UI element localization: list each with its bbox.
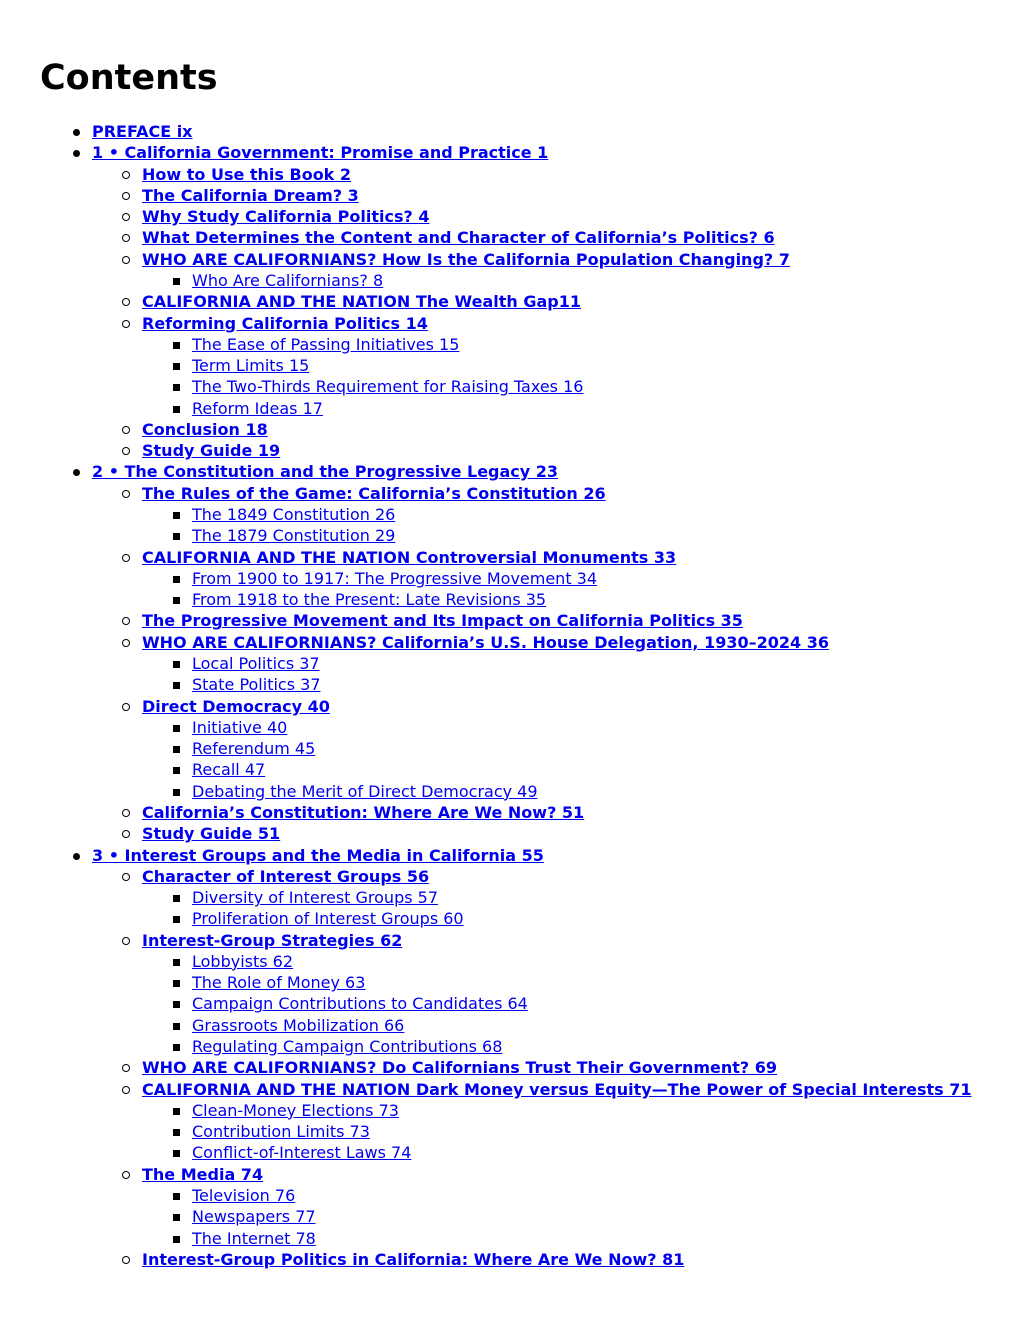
square-bullet-icon <box>173 406 180 413</box>
toc-link[interactable]: Contribution Limits 73 <box>192 1122 370 1142</box>
square-bullet-icon <box>173 597 180 604</box>
toc-link[interactable]: Study Guide 19 <box>142 441 281 461</box>
square-bullet-icon <box>173 746 180 753</box>
toc-entry-level-3 <box>192 951 293 972</box>
toc-entry-level-3 <box>192 908 464 929</box>
circle-bullet-icon <box>122 234 130 242</box>
toc-entry-level-2 <box>142 227 775 248</box>
toc-link[interactable]: Study Guide 51 <box>142 824 281 844</box>
circle-bullet-icon <box>122 617 130 625</box>
toc-entry-level-3 <box>192 398 323 419</box>
toc-link[interactable]: Why Study California Politics? 4 <box>142 207 430 227</box>
toc-entry-level-2 <box>142 1079 972 1100</box>
toc-link[interactable]: WHO ARE CALIFORNIANS? California’s U.S. House Delegation, 1930–2024 36 <box>142 632 829 652</box>
circle-bullet-icon <box>122 426 130 434</box>
circle-bullet-icon <box>122 1256 130 1264</box>
toc-link[interactable]: Campaign Contributions to Candidates 64 <box>192 994 528 1014</box>
square-bullet-icon <box>173 1193 180 1200</box>
toc-entry-level-2 <box>142 440 280 461</box>
toc-entry-level-1 <box>92 142 548 163</box>
square-bullet-icon <box>173 576 180 583</box>
toc-entry-level-3 <box>192 1100 399 1121</box>
square-bullet-icon <box>173 1044 180 1051</box>
toc-link[interactable]: The Progressive Movement and Its Impact on California Politics 35 <box>142 611 743 631</box>
toc-link[interactable]: California’s Constitution: Where Are We Now? 51 <box>142 802 585 822</box>
square-bullet-icon <box>173 789 180 796</box>
toc-entry-level-3 <box>192 759 265 780</box>
toc-link[interactable]: CALIFORNIA AND THE NATION Controversial Monuments 33 <box>142 547 677 567</box>
toc-link[interactable]: Who Are Californians? 8 <box>192 270 384 290</box>
toc-link[interactable]: Conflict-of-Interest Laws 74 <box>192 1143 412 1163</box>
toc-link[interactable]: 2 • The Constitution and the Progressive Legacy 23 <box>92 462 559 482</box>
toc-link[interactable]: The Role of Money 63 <box>192 973 366 993</box>
square-bullet-icon <box>173 512 180 519</box>
toc-entry-level-2 <box>142 206 429 227</box>
square-bullet-icon <box>173 1236 180 1243</box>
toc-entry-level-3 <box>192 781 538 802</box>
toc-entry-level-2 <box>142 823 280 844</box>
toc-link[interactable]: The California Dream? 3 <box>142 185 359 205</box>
toc-entry-level-3 <box>192 674 321 695</box>
toc-link[interactable]: The 1879 Constitution 29 <box>192 526 396 546</box>
circle-bullet-icon <box>122 447 130 455</box>
disc-bullet-icon <box>73 129 80 136</box>
circle-bullet-icon <box>122 1064 130 1072</box>
toc-link[interactable]: Local Politics 37 <box>192 654 320 673</box>
disc-bullet-icon <box>73 469 80 476</box>
toc-link[interactable]: CALIFORNIA AND THE NATION The Wealth Gap11 <box>142 292 582 312</box>
toc-entry-level-3 <box>192 972 365 993</box>
toc-entry-level-2 <box>142 930 402 951</box>
toc-entry-level-2 <box>142 866 429 887</box>
square-bullet-icon <box>173 959 180 966</box>
toc-entry-level-3 <box>192 1015 404 1036</box>
toc-link[interactable]: From 1900 to 1917: The Progressive Movement 34 <box>192 568 598 588</box>
toc-entry-level-3 <box>192 993 528 1014</box>
toc-entry-level-2 <box>142 632 829 653</box>
toc-entry-level-3 <box>192 504 395 525</box>
square-bullet-icon <box>173 1214 180 1221</box>
toc-link[interactable]: Direct Democracy 40 <box>142 696 330 716</box>
square-bullet-icon <box>173 725 180 732</box>
square-bullet-icon <box>173 1023 180 1030</box>
circle-bullet-icon <box>122 298 130 306</box>
square-bullet-icon <box>173 980 180 987</box>
toc-link[interactable]: The Ease of Passing Initiatives 15 <box>192 334 460 354</box>
toc-link[interactable]: The Two-Thirds Requirement for Raising Taxes 16 <box>192 377 584 397</box>
disc-bullet-icon <box>73 150 80 157</box>
toc-entry-level-2 <box>142 249 790 270</box>
square-bullet-icon <box>173 916 180 923</box>
toc-link[interactable]: State Politics 37 <box>192 675 321 695</box>
toc-entry-level-3 <box>192 1228 316 1249</box>
circle-bullet-icon <box>122 873 130 881</box>
toc-entry-level-3 <box>192 1036 502 1057</box>
toc-entry-level-2 <box>142 164 351 185</box>
toc-entry-level-1 <box>92 121 193 142</box>
toc-entry-level-1 <box>92 461 558 482</box>
square-bullet-icon <box>173 1150 180 1157</box>
toc-entry-level-2 <box>142 696 330 717</box>
circle-bullet-icon <box>122 639 130 647</box>
toc-entry-level-2 <box>142 1057 777 1078</box>
toc-link[interactable]: What Determines the Content and Character of California’s Politics? 6 <box>142 228 775 248</box>
toc-link[interactable]: Reforming California Politics 14 <box>142 313 428 333</box>
toc-entry-level-3 <box>192 1185 295 1206</box>
circle-bullet-icon <box>122 937 130 945</box>
toc-link[interactable]: Diversity of Interest Groups 57 <box>192 888 439 908</box>
toc-link[interactable]: The Internet 78 <box>192 1228 316 1248</box>
toc-entry-level-3 <box>192 376 583 397</box>
square-bullet-icon <box>173 661 180 668</box>
circle-bullet-icon <box>122 554 130 562</box>
toc-link[interactable]: Grassroots Mobilization 66 <box>192 1015 405 1035</box>
toc-entry-level-2 <box>142 1249 684 1270</box>
square-bullet-icon <box>173 1001 180 1008</box>
circle-bullet-icon <box>122 192 130 200</box>
toc-link[interactable]: Recall 47 <box>192 760 266 780</box>
toc-entry-level-2 <box>142 610 743 631</box>
toc-link[interactable]: The 1849 Constitution 26 <box>192 505 396 525</box>
toc-link[interactable]: Clean-Money Elections 73 <box>192 1100 399 1120</box>
toc-entry-level-3 <box>192 355 309 376</box>
square-bullet-icon <box>173 1129 180 1136</box>
toc-link[interactable]: 1 • California Government: Promise and Practice 1 <box>92 143 549 163</box>
toc-link[interactable]: The Media 74 <box>142 1164 264 1184</box>
toc-link[interactable]: Regulating Campaign Contributions 68 <box>192 1037 503 1057</box>
toc-link[interactable]: Interest-Group Politics in California: Where Are We Now? 81 <box>142 1249 685 1269</box>
toc-link[interactable]: Television 76 <box>192 1186 296 1205</box>
toc-link[interactable]: WHO ARE CALIFORNIANS? Do Californians Trust Their Government? 69 <box>142 1058 778 1078</box>
square-bullet-icon <box>173 342 180 349</box>
circle-bullet-icon <box>122 256 130 264</box>
circle-bullet-icon <box>122 490 130 498</box>
circle-bullet-icon <box>122 213 130 221</box>
toc-link[interactable]: Interest-Group Strategies 62 <box>142 930 403 950</box>
circle-bullet-icon <box>122 171 130 179</box>
toc-entry-level-3 <box>192 738 315 759</box>
toc-entry-level-3 <box>192 334 459 355</box>
toc-link[interactable]: Lobbyists 62 <box>192 951 294 971</box>
toc-entry-level-3 <box>192 1142 411 1163</box>
circle-bullet-icon <box>122 1171 130 1179</box>
square-bullet-icon <box>173 278 180 285</box>
toc-link[interactable]: Referendum 45 <box>192 739 316 759</box>
toc-entry-level-3 <box>192 270 383 291</box>
circle-bullet-icon <box>122 703 130 711</box>
square-bullet-icon <box>173 1108 180 1115</box>
toc-entry-level-3 <box>192 1121 370 1142</box>
toc-entry-level-1 <box>92 845 544 866</box>
toc-entry-level-3 <box>192 653 320 674</box>
toc-entry-level-2 <box>142 291 581 312</box>
square-bullet-icon <box>173 895 180 902</box>
toc-entry-level-3 <box>192 568 597 589</box>
disc-bullet-icon <box>73 853 80 860</box>
toc-entry-level-2 <box>142 483 606 504</box>
square-bullet-icon <box>173 682 180 689</box>
circle-bullet-icon <box>122 320 130 328</box>
square-bullet-icon <box>173 384 180 391</box>
square-bullet-icon <box>173 533 180 540</box>
toc-link[interactable]: Reform Ideas 17 <box>192 398 323 418</box>
toc-entry-level-2 <box>142 802 584 823</box>
square-bullet-icon <box>173 363 180 370</box>
page-title: Contents <box>40 58 218 98</box>
square-bullet-icon <box>173 767 180 774</box>
toc-entry-level-3 <box>192 717 287 738</box>
toc-link[interactable]: Conclusion 18 <box>142 419 268 439</box>
toc-link[interactable]: 3 • Interest Groups and the Media in California 55 <box>92 845 544 865</box>
circle-bullet-icon <box>122 1086 130 1094</box>
circle-bullet-icon <box>122 830 130 838</box>
toc-link[interactable]: PREFACE ix <box>92 122 193 141</box>
toc-link[interactable]: How to Use this Book 2 <box>142 164 352 184</box>
toc-entry-level-3 <box>192 1206 316 1227</box>
toc-entry-level-3 <box>192 525 395 546</box>
toc-link[interactable]: From 1918 to the Present: Late Revisions 35 <box>192 590 547 610</box>
toc-entry-level-3 <box>192 887 438 908</box>
toc-entry-level-3 <box>192 589 546 610</box>
toc-link[interactable]: The Rules of the Game: California’s Constitution 26 <box>142 483 606 503</box>
circle-bullet-icon <box>122 809 130 817</box>
toc-entry-level-2 <box>142 547 676 568</box>
toc-link[interactable]: WHO ARE CALIFORNIANS? How Is the California Population Changing? 7 <box>142 249 790 269</box>
toc-link[interactable]: Newspapers 77 <box>192 1207 316 1227</box>
toc-link[interactable]: Character of Interest Groups 56 <box>142 866 430 886</box>
toc-link[interactable]: Proliferation of Interest Groups 60 <box>192 909 464 929</box>
toc-link[interactable]: Initiative 40 <box>192 717 288 737</box>
toc-entry-level-2 <box>142 1164 263 1185</box>
toc-link[interactable]: CALIFORNIA AND THE NATION Dark Money versus Equity—The Power of Special Interests 71 <box>142 1079 972 1099</box>
toc-link[interactable]: Debating the Merit of Direct Democracy 49 <box>192 781 538 801</box>
toc-entry-level-2 <box>142 313 428 334</box>
toc-link[interactable]: Term Limits 15 <box>192 356 310 376</box>
toc-entry-level-2 <box>142 185 359 206</box>
toc-entry-level-2 <box>142 419 268 440</box>
